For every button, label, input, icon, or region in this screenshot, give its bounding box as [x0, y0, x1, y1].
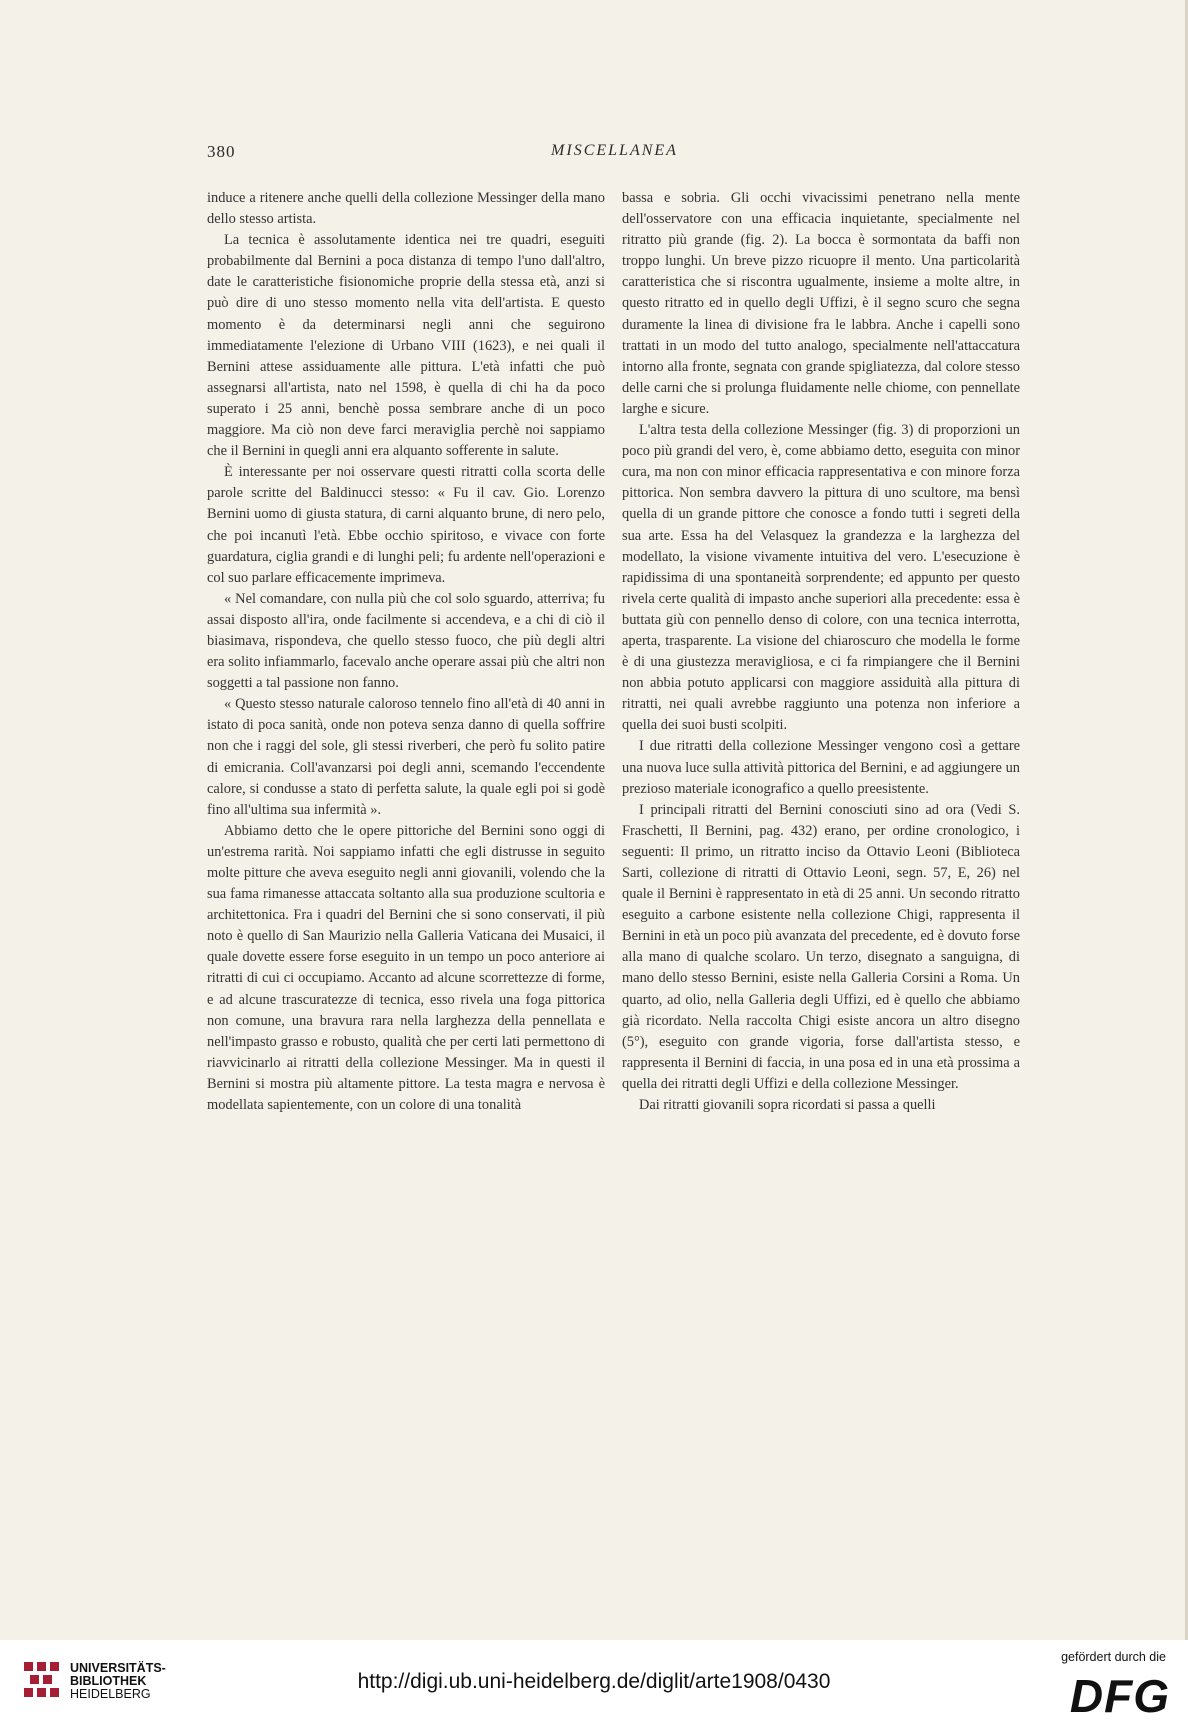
left-column [207, 188, 605, 1116]
digitization-footer [0, 1640, 1188, 1723]
paragraph: L'altra testa della collezione Messinger (fig. 3) di proporzioni un poco più grandi del vero, è, come abbiamo detto, eseguita con minor cura, ma non con minor efficacia rappresentativa e con minore forza pittorica. Non sembra davvero la pittura di uno scultore, ma bensì quella di un grande pittore che conosce a fondo tutti i segreti della sua arte. Essa ha del Velasquez la grandezza e la larghezza del modellato, la visione vivamente intuitiva del vero. L'esecuzione è rapidissima di una spontaneità sorprendente; ed appunto per questo rivela certe qualità di impasto anche superiori alla precedente: essa è buttata giù con pennello denso di colore, con una tecnica interrotta, aperta, trasparente. La visione del chiaroscuro che modella le forme è di una giustezza meravigliosa, e ci fa rimpiangere che il Bernini non abbia potuto applicarsi con maggiore assiduità alla pittura di ritratti, nei quali avrebbe raggiunto una potenza non inferiore a quella dei suoi busti scolpiti. [622, 422, 1020, 734]
paragraph: È interessante per noi osservare questi ritratti colla scorta delle parole scritte del Baldinucci stesso: « Fu il cav. Gio. Lorenzo Bernini uomo di giusta statura, di carni alquanto brune, di nero pelo, che poi incanutì l'età. Ebbe occhio spiritoso, e vivace con forte guardatura, ciglia grandi e di lunghi peli; fu ardente nell'operazioni e col suo parlare efficacemente imprimeva. [207, 464, 605, 586]
paragraph: « Questo stesso naturale caloroso tennelo fino all'età di 40 anni in istato di poca sanità, onde non poteva senza danno di quella soffrire non che i raggi del sole, gli stessi riverberi, che però fu solito patire di emicrania. Coll'avanzarsi poi degli anni, scemando l'eccendente calore, si condusse a stato di perfetta salute, la quale egli poi si godè fino all'ultima sua infermità ». [207, 696, 605, 818]
paragraph: La tecnica è assolutamente identica nei tre quadri, eseguiti probabilmente dal Bernini a poca distanza di tempo l'uno dall'altro, date le caratteristiche fisionomiche proprie della stessa età, anzi si può dire di uno stesso momento nella vita dell'artista. E questo momento è da determinarsi negli anni che seguirono immediatamente l'elezione di Urbano VIII (1623), e nei quali il Bernini attese assiduamente alle pittura. L'età infatti che può assegnarsi all'artista, nato nel 1598, è quella di chi ha da poco superato i 25 anni, benchè possa sembrare anche di un poco maggiore. Ma ciò non deve farci meraviglia perchè noi sappiamo che il Bernini in quegli anni era alquanto sofferente in salute. [207, 232, 605, 460]
library-name: UNIVERSITÄTS- BIBLIOTHEK HEIDELBERG [70, 1661, 166, 1701]
funder-text: gefördert durch die [1061, 1650, 1166, 1664]
page-header [207, 142, 1022, 168]
permalink-url[interactable]: http://digi.ub.uni-heidelberg.de/diglit/arte1908/0430 [357, 1670, 831, 1693]
paragraph: Abbiamo detto che le opere pittoriche del Bernini sono oggi di un'estrema rarità. Noi sappiamo infatti che egli distrusse in seguito molte pitture che aveva eseguito negli anni giovanili, volendo che la sua fama rimanesse attaccata soltanto alla sua produzione scultoria e architettonica. Fra i quadri del Bernini che si sono conservati, il più noto è quello di San Maurizio nella Galleria Vaticana dei Musaici, il quale dovette essere forse eseguito in un tempo un poco anteriore ai ritratti di cui ci occupiamo. Accanto ad alcune scorrettezze di forme, e ad alcune trascuratezze di tecnica, esso rivela una foga pittorica non comune, una bravura rara nella larghezza della pennellata e nell'impasto grasso e robusto, qualità che per certi lati permettono di riavvicinarlo ai ritratti della collezione Messinger. Ma in questi il Bernini si mostra più altamente pittore. La testa magra e nervosa è modellata sapientemente, con un colore di una tonalità [207, 822, 605, 1114]
right-column [622, 188, 1020, 1116]
dfg-logo: DFG [1069, 1670, 1170, 1722]
running-head: MISCELLANEA [551, 142, 678, 159]
paragraph: « Nel comandare, con nulla più che col solo sguardo, atterriva; fu assai disposto all'ira, onde facilmente si accendeva, e a chi di ciò il biasimava, rispondeva, che quello stesso fuoco, che più degli altri era solito infiammarlo, facevalo anche operare assai più che altri non soggetti a tal passione non fanno. [207, 590, 605, 692]
paragraph: Dai ritratti giovanili sopra ricordati si passa a quelli [639, 1097, 936, 1114]
paragraph: I due ritratti della collezione Messinger vengono così a gettare una nuova luce sulla attività pittorica del Bernini, e ad aggiungere un prezioso materiale iconografico a quello preesistente. [622, 738, 1020, 797]
page-number: 380 [207, 142, 236, 161]
paragraph: I principali ritratti del Bernini conosciuti sino ad ora (Vedi S. Fraschetti, Il Bernini, pag. 432) erano, per ordine cronologico, i seguenti: Il primo, un ritratto inciso da Ottavio Leoni (Biblioteca Sarti, collezione di ritratti di Ottavio Leoni, segn. 57, E, 26) nel quale il Bernini è rappresentato in età di 25 anni. Un secondo ritratto eseguito a carbone esistente nella collezione Chigi, rappresenta il Bernini in età un poco più avanzata del precedente, ed è dovuto forse alla mano di qualche scolaro. Un terzo, disegnato a sanguigna, di mano dello stesso Bernini, esiste nella Galleria Corsini a Roma. Un quarto, ad olio, nella Galleria degli Uffizi, ed è quello che abbiamo già ricordato. Nella raccolta Chigi esiste ancora un altro disegno (5°), eseguito con grande vigoria, forse dall'artista stesso, e rappresenta il Bernini di faccia, in una posa ed in una età prossima a quella dei ritratti degli Uffizi e della collezione Messinger. [622, 801, 1020, 1092]
paragraph: induce a ritenere anche quelli della collezione Messinger della mano dello stesso artista. [207, 190, 605, 228]
paragraph: bassa e sobria. Gli occhi vivacissimi penetrano nella mente dell'osservatore con una efficacia inquietante, specialmente nel ritratto più grande (fig. 2). La bocca è sormontata da baffi non troppo lunghi. Un breve pizzo ricuopre il mento. Una particolarità caratteristica che si riscontra ugualmente, insieme a molte altre, in questo ritratto ed in quello degli Uffizi, è il segno scuro che segna duramente la linea di divisione fra le labbra. Anche i capelli sono trattati in un modo del tutto analogo, specialmente nell'attaccatura intorno alla fronte, segnata con grande spigliatezza, dal colore stesso delle carni che si prolunga fluidamente nelle chiome, con pennellate larghe e sicure. [622, 190, 1020, 417]
